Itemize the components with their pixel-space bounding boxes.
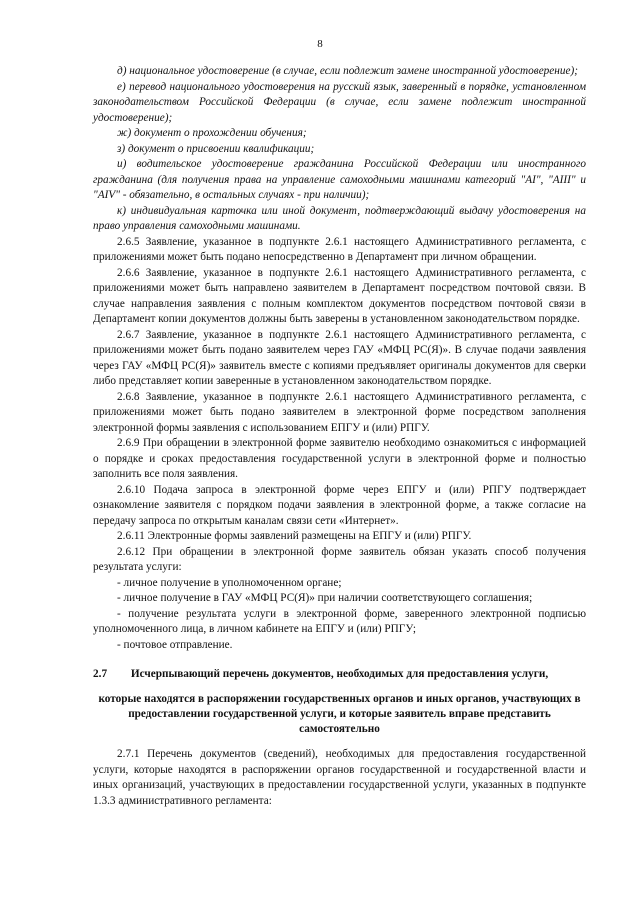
clause-2-7-1: 2.7.1 Перечень документов (сведений), необходимых для предоставления государственной услуги, которые находятся в распоряжении органов государственной и государственной власти и иных организаций, участвующих в предоставлении государственной услуги, указанных в подпункте 1.3.3 административного регламента:: [93, 748, 586, 807]
option-item: - личное получение в ГАУ «МФЦ РС(Я)» при наличии соответствующего соглашения;: [117, 592, 533, 604]
section-number: 2.7: [93, 668, 108, 680]
clause-2-6-5: 2.6.5 Заявление, указанное в подпункте 2.6.1 настоящего Административного регламента, с приложениями может быть подано непосредственно в Департамент при личном обращении.: [93, 235, 586, 263]
option-item: - почтовое отправление.: [117, 638, 233, 651]
list-item-k: к) индивидуальная карточка или иной документ, подтверждающий выдачу удостоверения на право управления самоходными машинами.: [93, 204, 586, 232]
list-item-d: д) национальное удостоверение (в случае, если подлежит замене иностранной удостоверение);: [117, 65, 578, 77]
list-item-zh: ж) документ о прохождении обучения;: [117, 127, 307, 139]
list-item-e: е) перевод национального удостоверения на русский язык, заверенный в порядке, установленном законодательством Российской Федерации (в случае, если замене подлежит иностранной удостоверение);: [93, 80, 586, 124]
clause-2-6-11: 2.6.11 Электронные формы заявлений размещены на ЕПГУ и (или) РПГУ.: [117, 530, 472, 542]
list-item-z: з) документ о присвоении квалификации;: [117, 142, 315, 155]
section-heading: [93, 667, 586, 737]
page-number: 8: [317, 38, 323, 50]
list-item-i: и) водительское удостоверение гражданина Российской Федерации или иностранного гражданина (для получения права на управление самоходными машинами категорий "AI", "AIII" и "AIV" - обязательно, в остальных случаях - при наличии);: [93, 158, 586, 201]
clause-2-6-6: 2.6.6 Заявление, указанное в подпункте 2.6.1 настоящего Административного регламента, с приложениями может быть направлено заявителем в Департамент посредством почтовой связи. В случае направления заявления с полным комплектом документов посредством почтовой связи в Департамент копии документов должны быть заверены в установленном законодательством порядке.: [93, 266, 586, 325]
option-item: - личное получение в уполномоченном органе;: [117, 576, 342, 589]
clause-2-6-9: 2.6.9 При обращении в электронной форме заявителю необходимо ознакомиться с информацией о порядке и сроках предоставления государственной услуги в электронной форме и полностью заполнить все поля заявления.: [93, 437, 586, 480]
option-item: - получение результата услуги в электронной форме, заверенного электронной подписью уполномоченного лица, в личном кабинете на ЕПГУ и (или) РПГУ;: [93, 607, 586, 635]
clause-2-6-10: 2.6.10 Подача запроса в электронной форме через ЕПГУ и (или) РПГУ подтверждает ознакомление заявителя с порядком подачи заявления в электронной форме, а также согласие на передачу запроса по открытым каналам связи сети «Интернет».: [93, 483, 586, 527]
clause-2-6-8: 2.6.8 Заявление, указанное в подпункте 2.6.1 настоящего Административного регламента, с приложениями может быть подано заявителем в электронной форме посредством заполнения электронной формы заявления с использованием ЕПГУ и (или) РПГУ.: [93, 390, 586, 434]
section-title-line1: Исчерпывающий перечень документов, необходимых для предоставления услуги,: [130, 668, 549, 680]
section-heading-line1: [93, 667, 586, 682]
document-body: [93, 64, 586, 809]
clause-2-6-12: 2.6.12 При обращении в электронной форме заявитель обязан указать способ получения результата услуги:: [93, 545, 586, 573]
clause-2-6-7: 2.6.7 Заявление, указанное в подпункте 2.6.1 настоящего Административного регламента, с приложениями может быть подано заявителем через ГАУ «МФЦ РС(Я)». В случае подачи заявления через ГАУ «МФЦ РС(Я)» заявитель вместе с копиями предъявляет оригиналы документов для сверки либо представляет копии заверенные в установленном законодательством порядке.: [93, 328, 586, 387]
section-title-rest: которые находятся в распоряжении государственных органов и иных органов, участвующих в предоставлении государственной услуги, и которые заявитель вправе представить самостоятельно: [98, 693, 581, 735]
